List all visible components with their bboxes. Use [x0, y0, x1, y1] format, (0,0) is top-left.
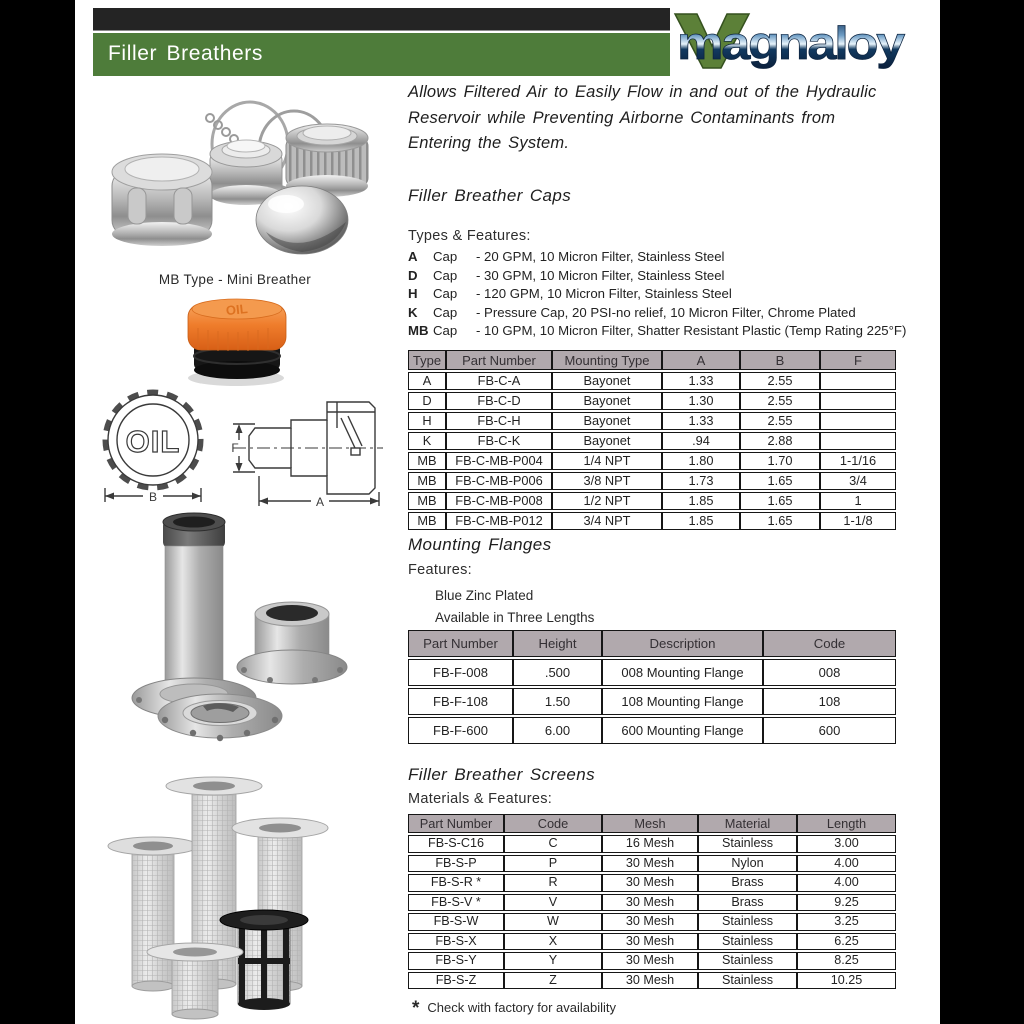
- table-cell: 6.25: [797, 933, 896, 951]
- column-header: Type: [408, 350, 446, 370]
- breather-caps-photo: [90, 92, 380, 264]
- top-black-bar: [93, 8, 670, 31]
- table-cell: 2.55: [740, 392, 820, 410]
- dim-f-label: F: [231, 441, 239, 455]
- table-cell: Bayonet: [552, 372, 662, 390]
- table-cell: FB-F-108: [408, 688, 513, 715]
- table-cell: FB-C-H: [446, 412, 552, 430]
- table-cell: 108 Mounting Flange: [602, 688, 763, 715]
- table-cell: 1-1/16: [820, 452, 896, 470]
- table-cell: Bayonet: [552, 432, 662, 450]
- table-cell: 10.25: [797, 972, 896, 990]
- screens-table: [408, 812, 896, 991]
- table-cell: 30 Mesh: [602, 874, 698, 892]
- table-cell: 1.50: [513, 688, 602, 715]
- table-cell: Stainless: [698, 913, 797, 931]
- column-header: Code: [763, 630, 896, 657]
- column-header: A: [662, 350, 740, 370]
- table-cell: H: [408, 412, 446, 430]
- feature-line: H Cap - 120 GPM, 10 Micron Filter, Stainless Steel: [408, 286, 732, 302]
- table-cell: FB-S-Y: [408, 952, 504, 970]
- table-cell: Nylon: [698, 855, 797, 873]
- table-row: [408, 392, 896, 410]
- table-cell: Stainless: [698, 972, 797, 990]
- table-cell: 1.65: [740, 472, 820, 490]
- table-cell: 1.70: [740, 452, 820, 470]
- table-cell: 2.88: [740, 432, 820, 450]
- table-cell: Bayonet: [552, 392, 662, 410]
- oil-embossed-text: OIL: [225, 300, 249, 319]
- table-header-row: [408, 350, 896, 370]
- table-cell: FB-S-X: [408, 933, 504, 951]
- table-cell: 1.65: [740, 512, 820, 530]
- table-cell: FB-C-K: [446, 432, 552, 450]
- table-cell: 3/4: [820, 472, 896, 490]
- column-header: Mesh: [602, 814, 698, 833]
- table-cell: 30 Mesh: [602, 952, 698, 970]
- feature-line: MB Cap - 10 GPM, 10 Micron Filter, Shatter Resistant Plastic (Temp Rating 225°F): [408, 323, 907, 339]
- table-cell: 8.25: [797, 952, 896, 970]
- caps-feature-list: [408, 248, 908, 341]
- table-cell: 3/8 NPT: [552, 472, 662, 490]
- column-header: Part Number: [408, 814, 504, 833]
- intro-paragraph: Allows Filtered Air to Easily Flow in and out of the Hydraulic Reservoir while Preventing Airborne Contaminants from Entering the System.: [408, 83, 877, 152]
- column-header: Mounting Type: [552, 350, 662, 370]
- column-header: Part Number: [446, 350, 552, 370]
- oil-drawing-text: OIL: [125, 424, 181, 459]
- dim-a-label: A: [315, 495, 325, 509]
- table-cell: Z: [504, 972, 602, 990]
- table-cell: 6.00: [513, 717, 602, 744]
- table-cell: FB-S-Z: [408, 972, 504, 990]
- table-row: [408, 512, 896, 530]
- table-cell: 2.55: [740, 372, 820, 390]
- column-header: Material: [698, 814, 797, 833]
- screens-section-heading: Filler Breather Screens: [408, 765, 596, 784]
- feature-line: D Cap - 30 GPM, 10 Micron Filter, Stainless Steel: [408, 267, 725, 283]
- table-cell: R: [504, 874, 602, 892]
- table-cell: FB-C-MB-P008: [446, 492, 552, 510]
- catalog-page: [75, 0, 940, 1024]
- table-cell: FB-S-P: [408, 855, 504, 873]
- table-cell: 008 Mounting Flange: [602, 659, 763, 686]
- table-cell: D: [408, 392, 446, 410]
- table-cell: 1.85: [662, 512, 740, 530]
- flanges-section-heading: Mounting Flanges: [408, 535, 552, 554]
- table-row: [408, 432, 896, 450]
- table-cell: 1-1/8: [820, 512, 896, 530]
- footnote-asterisk: *: [412, 998, 420, 1019]
- table-cell: 1.33: [662, 412, 740, 430]
- table-cell: MB: [408, 472, 446, 490]
- table-cell: Brass: [698, 874, 797, 892]
- table-cell: [820, 392, 896, 410]
- table-row: [408, 952, 896, 970]
- table-cell: 2.55: [740, 412, 820, 430]
- column-header: Part Number: [408, 630, 513, 657]
- mounting-flanges-photo: [105, 510, 365, 760]
- table-cell: C: [504, 835, 602, 853]
- logo-text: magnaloy: [677, 17, 906, 69]
- table-cell: 3.25: [797, 913, 896, 931]
- table-cell: Stainless: [698, 835, 797, 853]
- table-cell: FB-C-MB-P004: [446, 452, 552, 470]
- table-cell: FB-F-600: [408, 717, 513, 744]
- table-cell: V: [504, 894, 602, 912]
- column-header: Code: [504, 814, 602, 833]
- flanges-feature-list: [435, 585, 594, 628]
- table-cell: .500: [513, 659, 602, 686]
- table-cell: K: [408, 432, 446, 450]
- column-header: Length: [797, 814, 896, 833]
- magnaloy-logo: [673, 10, 907, 72]
- table-cell: 3.00: [797, 835, 896, 853]
- flanges-subheading: Features:: [408, 562, 472, 578]
- table-cell: 600 Mounting Flange: [602, 717, 763, 744]
- footnote-text: Check with factory for availability: [427, 1000, 616, 1015]
- table-cell: 16 Mesh: [602, 835, 698, 853]
- table-cell: Brass: [698, 894, 797, 912]
- feature-text: Available in Three Lengths: [435, 609, 595, 625]
- table-cell: 1.30: [662, 392, 740, 410]
- table-cell: 9.25: [797, 894, 896, 912]
- table-row: [408, 492, 896, 510]
- table-cell: [820, 372, 896, 390]
- table-cell: 1: [820, 492, 896, 510]
- column-header: B: [740, 350, 820, 370]
- table-cell: FB-S-R *: [408, 874, 504, 892]
- table-cell: Stainless: [698, 933, 797, 951]
- table-cell: MB: [408, 492, 446, 510]
- column-header: F: [820, 350, 896, 370]
- feature-line: K Cap - Pressure Cap, 20 PSI-no relief, 10 Micron Filter, Chrome Plated: [408, 304, 856, 320]
- table-row: [408, 452, 896, 470]
- table-cell: FB-F-008: [408, 659, 513, 686]
- table-cell: FB-S-V *: [408, 894, 504, 912]
- table-cell: 30 Mesh: [602, 972, 698, 990]
- caps-subheading: Types & Features:: [408, 228, 531, 244]
- table-cell: FB-C-D: [446, 392, 552, 410]
- table-cell: [820, 412, 896, 430]
- feature-text: Blue Zinc Plated: [435, 588, 534, 603]
- table-row: [408, 913, 896, 931]
- column-header: Height: [513, 630, 602, 657]
- caps-caption: MB Type - Mini Breather: [158, 272, 312, 287]
- table-row: [408, 688, 896, 715]
- caps-section-heading: Filler Breather Caps: [408, 186, 572, 205]
- table-row: [408, 972, 896, 990]
- dimension-drawing: [83, 388, 385, 512]
- table-cell: 4.00: [797, 874, 896, 892]
- table-cell: 4.00: [797, 855, 896, 873]
- table-cell: P: [504, 855, 602, 873]
- table-cell: FB-S-W: [408, 913, 504, 931]
- table-cell: 30 Mesh: [602, 913, 698, 931]
- screens-subheading: Materials & Features:: [408, 791, 553, 807]
- table-cell: MB: [408, 452, 446, 470]
- breather-screens-photo: [100, 768, 365, 1022]
- table-cell: 3/4 NPT: [552, 512, 662, 530]
- table-row: [408, 472, 896, 490]
- table-cell: 1.33: [662, 372, 740, 390]
- table-row: [408, 933, 896, 951]
- table-cell: Y: [504, 952, 602, 970]
- feature-line: A Cap - 20 GPM, 10 Micron Filter, Stainless Steel: [408, 249, 725, 264]
- table-cell: X: [504, 933, 602, 951]
- table-cell: FB-S-C16: [408, 835, 504, 853]
- flanges-table: [408, 628, 896, 746]
- table-cell: MB: [408, 512, 446, 530]
- table-row: [408, 659, 896, 686]
- table-cell: [820, 432, 896, 450]
- table-row: [408, 835, 896, 853]
- table-cell: 1.73: [662, 472, 740, 490]
- table-cell: FB-C-MB-P012: [446, 512, 552, 530]
- mini-breather-photo: [170, 294, 305, 388]
- table-row: [408, 855, 896, 873]
- table-row: [408, 412, 896, 430]
- table-row: [408, 372, 896, 390]
- table-cell: 30 Mesh: [602, 933, 698, 951]
- table-row: [408, 717, 896, 744]
- table-cell: 008: [763, 659, 896, 686]
- table-cell: 30 Mesh: [602, 894, 698, 912]
- table-cell: 600: [763, 717, 896, 744]
- caps-table: [408, 348, 896, 532]
- table-row: [408, 874, 896, 892]
- table-header-row: [408, 814, 896, 833]
- footnote: [412, 998, 616, 1020]
- page-banner: [93, 33, 670, 76]
- table-cell: W: [504, 913, 602, 931]
- column-header: Description: [602, 630, 763, 657]
- magnaloy-logo-image: [673, 10, 907, 72]
- table-cell: 30 Mesh: [602, 855, 698, 873]
- table-header-row: [408, 630, 896, 657]
- table-cell: 108: [763, 688, 896, 715]
- table-row: [408, 894, 896, 912]
- table-cell: 1.80: [662, 452, 740, 470]
- table-cell: Stainless: [698, 952, 797, 970]
- table-cell: 1/2 NPT: [552, 492, 662, 510]
- table-cell: 1.65: [740, 492, 820, 510]
- table-cell: 1/4 NPT: [552, 452, 662, 470]
- table-cell: Bayonet: [552, 412, 662, 430]
- table-cell: .94: [662, 432, 740, 450]
- dim-b-label: B: [148, 490, 158, 504]
- table-cell: FB-C-A: [446, 372, 552, 390]
- page-title: Filler Breathers: [108, 42, 263, 65]
- table-cell: A: [408, 372, 446, 390]
- table-cell: FB-C-MB-P006: [446, 472, 552, 490]
- table-cell: 1.85: [662, 492, 740, 510]
